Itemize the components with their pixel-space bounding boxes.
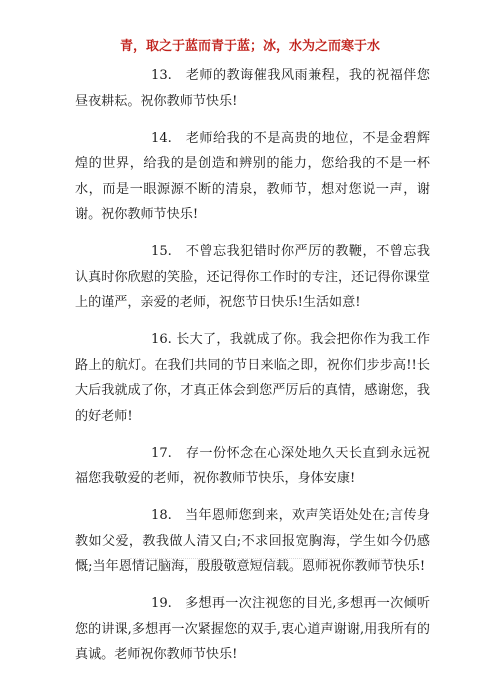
paragraph-text: 存一份怀念在心深处地久天长直到永远祝福您我敬爱的老师，祝你教师节快乐，身体安康! — [75, 445, 430, 486]
paragraph-18 — [75, 503, 430, 580]
paragraph-text: 长大了，我就成了你。我会把你作为我工作路上的航灯。在我们共同的节日来临之即，祝你们步步高!!长大后我就成了你，才真正体会到您严厉后的真情，感谢您，我的好老师! — [75, 332, 430, 424]
paragraph-number: 16. — [151, 332, 172, 347]
paragraph-text: 老师给我的不是高贵的地位，不是金碧辉煌的世界，给我的是创造和辨别的能力，您给我的不是一杯水，而是一眼源源不断的清泉，教师节，想对您说一声，谢谢。祝你教师节快乐! — [75, 130, 430, 222]
paragraph-17 — [75, 441, 430, 492]
paragraph-number: 15. — [151, 244, 172, 259]
paragraph-gap — [172, 508, 185, 523]
paragraph-text: 多想再一次注视您的目光,多想再一次倾听您的讲课,多想再一次紧握您的双手,衷心道声谢谢,用我所有的真诚。老师祝你教师节快乐! — [75, 596, 430, 662]
paragraph-number: 13. — [151, 68, 172, 83]
document-body — [75, 63, 430, 679]
paragraph-14 — [75, 126, 430, 228]
paragraph-gap — [172, 131, 186, 146]
paragraph-number: 19. — [151, 596, 172, 611]
paragraph-text: 不曾忘我犯错时你严厉的教鞭，不曾忘我认真时你欣慰的笑脸，还记得你工作时的专注，还记得你课堂上的谨严，亲爱的老师，祝您节日快乐!生活如意! — [75, 244, 430, 310]
paragraph-13 — [75, 63, 430, 114]
header-quote: 青，取之于蓝而青于蓝；冰，水为之而寒于水 — [119, 39, 380, 54]
paragraph-19 — [75, 591, 430, 668]
paragraph-text: 当年恩师您到来，欢声笑语处处在;言传身教如父爱，教我做人清又白;不求回报宽胸海，学生如今仍感慨;当年恩情记脑海，殷殷敬意短信载。恩师祝你教师节快乐! — [75, 508, 430, 574]
paragraph-gap — [172, 596, 185, 611]
paragraph-gap — [172, 68, 186, 83]
page-footer-divider — [130, 558, 400, 565]
paragraph-16 — [75, 327, 430, 429]
paragraph-number: 14. — [151, 130, 172, 146]
paragraph-gap — [172, 244, 186, 259]
paragraph-15 — [75, 239, 430, 316]
paragraph-number: 17. — [151, 445, 172, 461]
paragraph-gap — [172, 446, 186, 461]
paragraph-number: 18. — [151, 508, 172, 523]
paragraph-text: 老师的教诲催我风雨兼程，我的祝福伴您昼夜耕耘。祝你教师节快乐! — [75, 68, 430, 109]
